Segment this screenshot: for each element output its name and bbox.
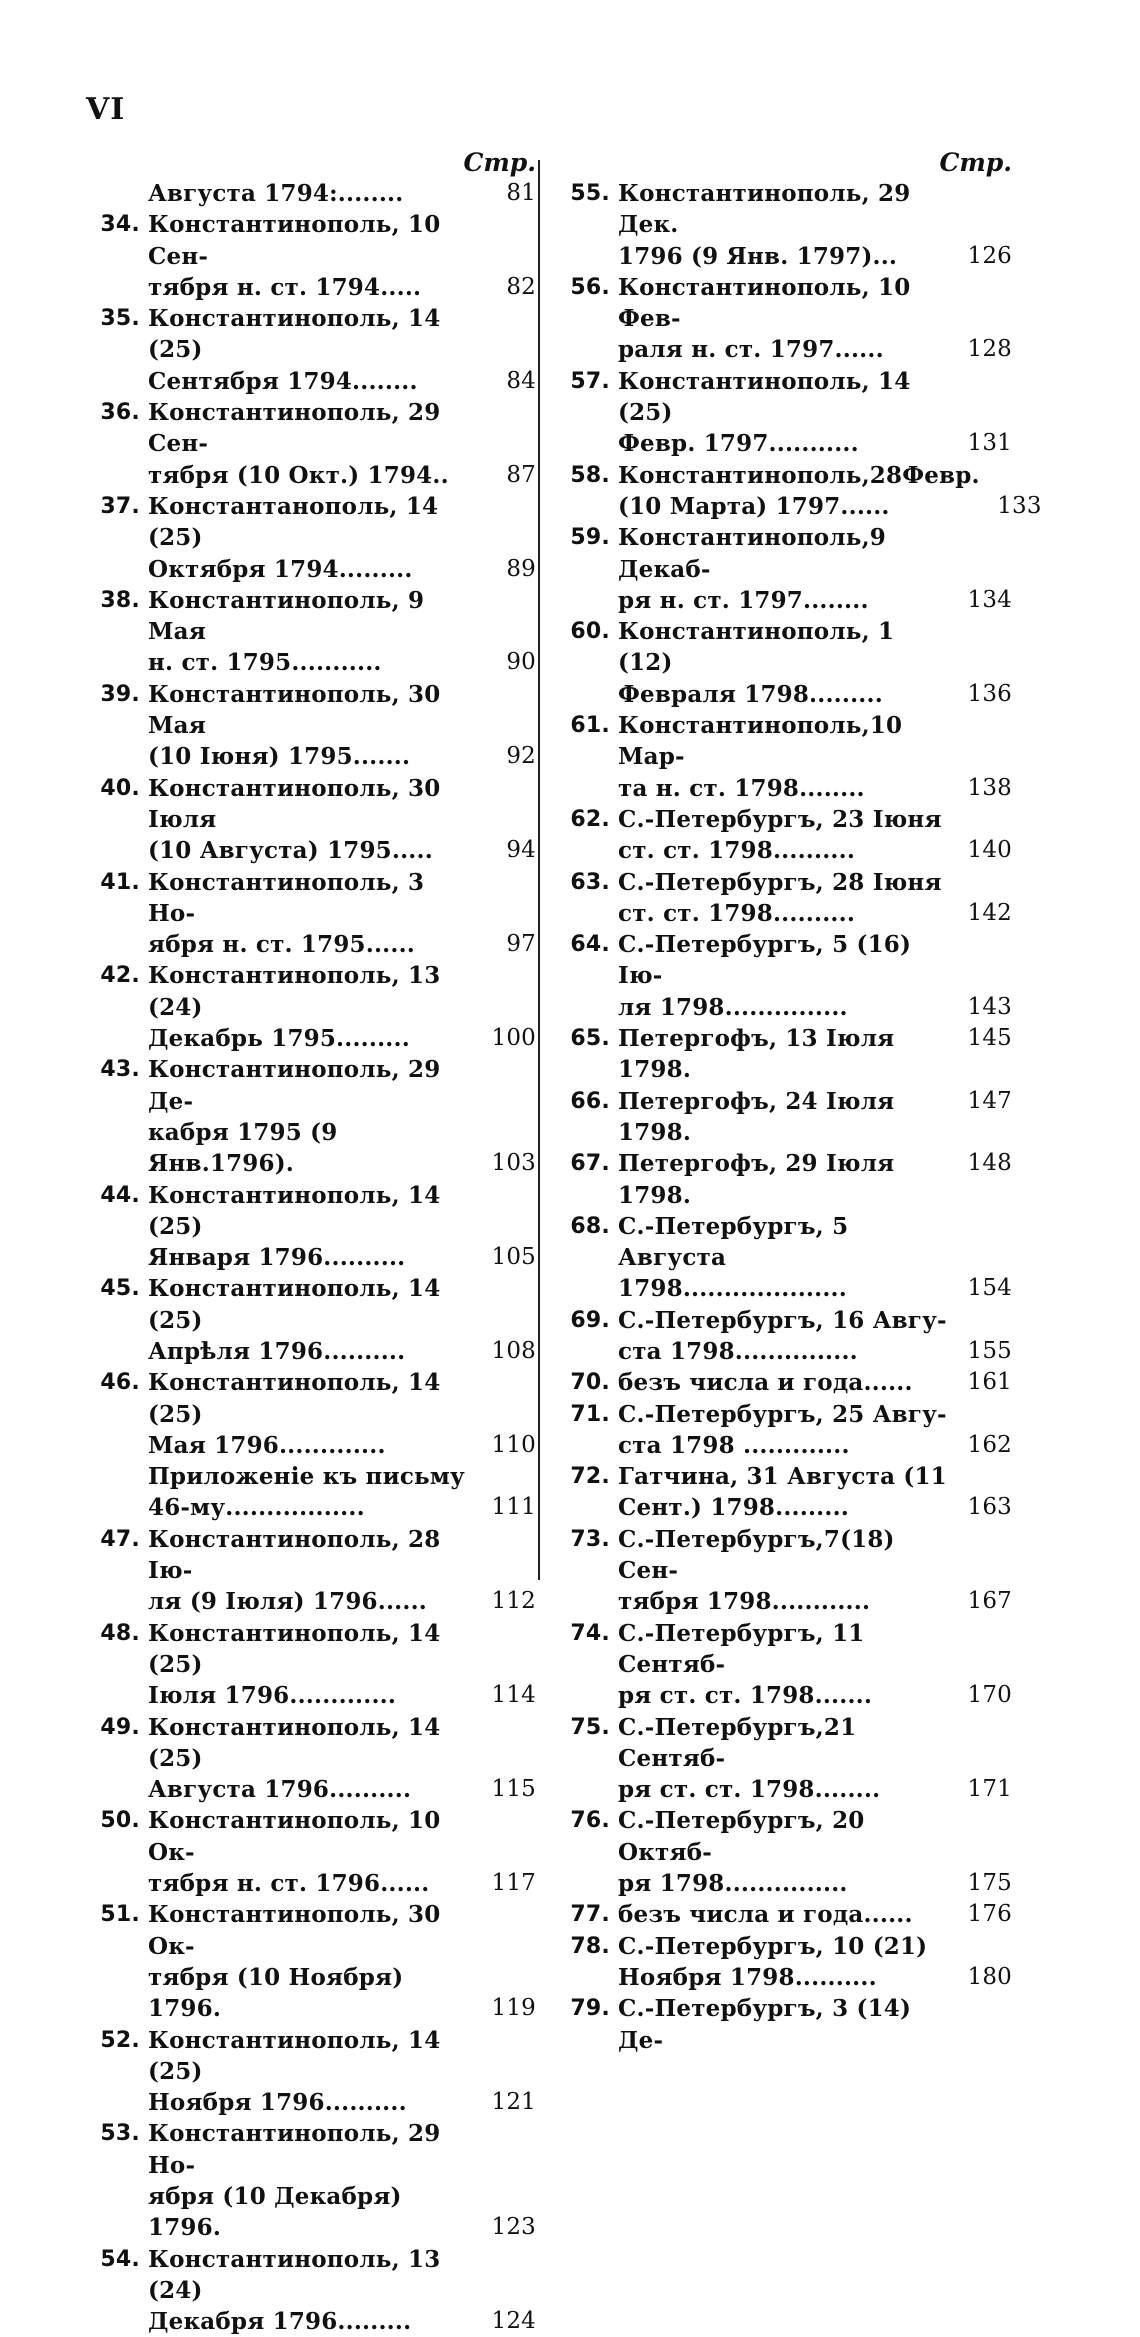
entry-number: 42. [100, 963, 140, 989]
toc-entry [86, 1273, 536, 1367]
entry-page-number: 136 [967, 680, 1012, 707]
entry-number: 68. [570, 1213, 610, 1239]
entry-number: 76. [570, 1808, 610, 1834]
entry-title: Константинополь, 1 (12) Февраля 1798......... [618, 618, 895, 708]
entry-page-number: 81 [506, 180, 536, 206]
entry-title: С.-Петербургъ, 10 (21) Ноября 1798.......... [618, 1932, 928, 1991]
toc-entry [86, 1180, 536, 1274]
toc-entry [552, 1899, 1012, 1930]
entry-title: Константинополь,9 Декаб- ря н. ст. 1797........ [618, 524, 886, 614]
entry-number: 39. [100, 681, 140, 707]
toc-entry [552, 1305, 1012, 1368]
toc-entry [86, 867, 536, 961]
entry-title: Константинополь, 13 (24) Декабрь 1795......... [148, 962, 441, 1053]
entry-title: Константинополь, 29 Де- кабря 1795 (9 Янв.1796). [148, 1056, 441, 1178]
entry-title: Августа 1794:........ [148, 180, 404, 207]
entry-title: Константинополь, 14 (25) Января 1796.......... [148, 1181, 441, 1272]
entry-number: 73. [570, 1526, 610, 1552]
entry-number: 35. [100, 306, 140, 332]
entry-number: 52. [100, 2027, 140, 2053]
toc-entry [552, 1023, 1012, 1086]
entry-page-number: 155 [967, 1337, 1012, 1364]
entry-title: С.-Петербургъ,21 Сентяб- ря ст. ст. 1798........ [618, 1713, 881, 1804]
entry-page-number: 163 [967, 1494, 1012, 1521]
entry-title: Константинополь, 14 (25) Іюля 1796............. [148, 1619, 441, 1710]
toc-entry [86, 2118, 536, 2243]
entry-number: 47. [100, 1526, 140, 1552]
toc-entry [86, 1524, 536, 1618]
entry-page-number: 82 [506, 273, 536, 300]
entry-page-number: 154 [967, 1275, 1012, 1302]
right-column [552, 148, 1042, 2054]
entry-page-number: 105 [491, 1244, 536, 1271]
toc-entry [86, 397, 536, 491]
entry-number: 64. [570, 932, 610, 958]
entry-title: Константинополь, 14 (25) Апрѣля 1796.......... [148, 1275, 441, 1365]
entry-page-number: 121 [491, 2089, 536, 2116]
toc-entry [86, 679, 536, 773]
toc-entry [552, 929, 1012, 1023]
entry-number: 56. [570, 274, 610, 300]
entry-page-number: 100 [491, 1025, 536, 1052]
entry-page-number: 97 [506, 931, 536, 958]
toc-entry [552, 178, 1012, 272]
entry-number: 38. [100, 587, 140, 613]
toc-entry [552, 1993, 1012, 2056]
toc-entry [86, 1461, 536, 1524]
entry-number: 60. [570, 619, 610, 645]
entry-number: 69. [570, 1307, 610, 1333]
entry-title: С.-Петербургъ, 11 Сентяб- ря ст. ст. 1798....... [618, 1619, 873, 1710]
entry-number: 78. [570, 1933, 610, 1959]
toc-entry [86, 585, 536, 679]
toc-entry [552, 460, 1042, 523]
entry-page-number: 89 [506, 555, 536, 582]
entry-page-number: 94 [506, 837, 536, 864]
entry-title: Константанополь, 14 (25) Октября 1794......... [148, 492, 439, 583]
entry-number: 55. [570, 181, 610, 206]
entry-title: Константинополь, 14 (25) Августа 1796.......... [148, 1713, 441, 1804]
entry-title: С.-Петербургъ, 20 Октяб- ря 1798............... [618, 1807, 865, 1898]
entry-page-number: 145 [967, 1025, 1012, 1052]
toc-entry [86, 491, 536, 585]
entry-number: 71. [570, 1401, 610, 1427]
entry-number: 46. [100, 1370, 140, 1396]
entry-page-number: 143 [967, 993, 1012, 1020]
entry-number: 65. [570, 1026, 610, 1052]
entry-page-number: 180 [967, 1963, 1012, 1990]
entry-page-number: 115 [491, 1776, 536, 1803]
entry-title: Константинополь, 14 (25) Февр. 1797........... [618, 367, 911, 458]
entry-number: 67. [570, 1151, 610, 1177]
toc-entry [552, 366, 1012, 460]
entry-title: С.-Петербургъ, 16 Авгу- ста 1798............... [618, 1306, 947, 1365]
toc-entry [552, 710, 1012, 804]
entry-page-number: 161 [967, 1369, 1012, 1396]
toc-entry [552, 522, 1012, 616]
entry-title: С.-Петербургъ, 23 Іюня ст. ст. 1798.......... [618, 805, 942, 865]
entry-page-number: 162 [967, 1431, 1012, 1458]
entry-title: С.-Петербургъ, 28 Іюня ст. ст. 1798.......... [618, 868, 942, 927]
page-column-label: Стр. [463, 148, 536, 177]
entry-number: 50. [100, 1808, 140, 1834]
entry-page-number: 133 [997, 492, 1042, 519]
entry-number: 45. [100, 1276, 140, 1302]
entry-page-number: 134 [967, 586, 1012, 613]
entry-title: Петергофъ, 29 Іюля 1798. [618, 1150, 895, 1209]
entry-title: Константинополь, 30 Іюля (10 Августа) 1795..... [148, 774, 441, 865]
entry-number: 75. [570, 1714, 610, 1740]
entry-number: 34. [100, 212, 140, 238]
toc-entry [86, 773, 536, 867]
toc-entry [86, 2244, 536, 2337]
entry-title: безъ числа и года...... [618, 1369, 913, 1397]
entry-page-number: 148 [967, 1150, 1012, 1177]
toc-entry [552, 1211, 1012, 1305]
toc-entry [552, 1086, 1012, 1149]
toc-entry [86, 209, 536, 303]
toc-entry [552, 1618, 1012, 1712]
entry-list [86, 178, 536, 2337]
entry-number: 61. [570, 713, 610, 739]
entry-number: 54. [100, 2246, 140, 2272]
toc-entry [86, 1054, 536, 1179]
toc-entry [86, 1712, 536, 1806]
entry-page-number: 131 [967, 430, 1012, 457]
page-number: VI [86, 92, 126, 127]
entry-title: Приложеніе къ письму 46-му................. [148, 1463, 465, 1522]
entry-list [552, 178, 1042, 2056]
entry-page-number: 170 [967, 1682, 1012, 1709]
entry-page-number: 92 [506, 743, 536, 770]
toc-entry [552, 1805, 1012, 1899]
entry-page-number: 87 [506, 461, 536, 488]
entry-title: С.-Петербургъ,7(18) Сен- тября 1798............ [618, 1525, 895, 1616]
entry-title: Константинополь, 10 Ок- тября н. ст. 1796...... [148, 1807, 441, 1898]
entry-number: 57. [570, 368, 610, 394]
toc-entry [552, 804, 1012, 867]
entry-number: 66. [570, 1088, 610, 1114]
entry-page-number: 108 [491, 1337, 536, 1364]
entry-title: Константинополь, 3 Но- ября н. ст. 1795...... [148, 868, 425, 959]
toc-entry [86, 1367, 536, 1461]
entry-title: Константинополь, 29 Сен- тября (10 Окт.) 1794.. [148, 399, 449, 489]
entry-title: безъ числа и года...... [618, 1901, 913, 1929]
entry-title: Константинополь, 9 Мая н. ст. 1795........... [148, 586, 425, 677]
entry-page-number: 110 [491, 1431, 536, 1458]
entry-page-number: 84 [506, 367, 536, 394]
entry-number: 51. [100, 1902, 140, 1928]
toc-entry [86, 303, 536, 397]
entry-number: 48. [100, 1620, 140, 1646]
entry-title: Константинополь, 10 Сен- тября н. ст. 1794..... [148, 211, 441, 301]
toc-entry [552, 1148, 1012, 1211]
entry-title: Петергофъ, 13 Іюля 1798. [618, 1025, 895, 1084]
entry-number: 44. [100, 1182, 140, 1208]
column-header [86, 148, 536, 178]
entry-title: Константинополь, 30 Мая (10 Іюня) 1795....... [148, 680, 441, 771]
toc-entry [86, 1805, 536, 1899]
entry-title: С.-Петербургъ, 3 (14) Де- [618, 1995, 912, 2054]
toc-entry [86, 178, 536, 209]
entry-page-number: 123 [491, 2214, 536, 2241]
entry-number: 74. [570, 1620, 610, 1646]
column-header [552, 148, 1012, 178]
left-column [86, 148, 536, 2336]
entry-page-number: 112 [491, 1588, 536, 1615]
toc-entry [86, 1618, 536, 1712]
entry-title: С.-Петербургъ, 25 Авгу- ста 1798 ............. [618, 1400, 947, 1459]
toc-entry [552, 272, 1012, 366]
entry-number: 59. [570, 525, 610, 551]
entry-page-number: 117 [491, 1870, 536, 1897]
entry-page-number: 111 [491, 1494, 536, 1521]
entry-title: Гатчина, 31 Августа (11 Сент.) 1798......... [618, 1463, 947, 1522]
entry-title: Константинополь, 30 Ок- тября (10 Ноября) 1796. [148, 1901, 441, 2023]
entry-page-number: 126 [967, 242, 1012, 269]
entry-page-number: 119 [491, 1995, 536, 2022]
entry-page-number: 124 [491, 2308, 536, 2335]
entry-title: Константинополь, 29 Но- ября (10 Декабря) 1796. [148, 2120, 441, 2242]
toc-entry [552, 1524, 1012, 1618]
entry-number: 77. [570, 1902, 610, 1928]
entry-number: 63. [570, 869, 610, 895]
entry-title: Константинополь, 14 (25) Мая 1796............. [148, 1369, 441, 1459]
entry-title: Константинополь, 14 (25) Ноября 1796.......... [148, 2026, 441, 2117]
entry-number: 49. [100, 1714, 140, 1740]
entry-page-number: 114 [491, 1682, 536, 1709]
toc-entry [552, 1931, 1012, 1994]
entry-number: 41. [100, 869, 140, 895]
toc-entry [552, 616, 1012, 710]
entry-page-number: 171 [967, 1776, 1012, 1803]
toc-entry [86, 1899, 536, 2024]
entry-page-number: 140 [967, 837, 1012, 864]
entry-page-number: 167 [967, 1588, 1012, 1615]
entry-title: Константинополь,10 Мар- та н. ст. 1798........ [618, 712, 903, 802]
toc-entry [86, 2025, 536, 2119]
toc-entry [552, 867, 1012, 930]
entry-title: Петергофъ, 24 Іюля 1798. [618, 1087, 895, 1146]
entry-page-number: 128 [967, 336, 1012, 363]
entry-page-number: 176 [967, 1901, 1012, 1928]
entry-page-number: 142 [967, 899, 1012, 926]
toc-entry [552, 1399, 1012, 1462]
page-column-label: Стр. [939, 148, 1012, 177]
entry-number: 58. [570, 462, 610, 488]
entry-page-number: 147 [967, 1087, 1012, 1114]
entry-number: 72. [570, 1464, 610, 1490]
column-divider [538, 160, 540, 1580]
entry-number: 62. [570, 806, 610, 832]
entry-title: Константинополь, 13 (24) Декабря 1796......... [148, 2245, 441, 2336]
entry-number: 37. [100, 493, 140, 519]
entry-title: Константинополь,28Февр. (10 Марта) 1797...... [618, 461, 980, 520]
entry-page-number: 138 [967, 774, 1012, 801]
entry-title: С.-Петербургъ, 5 (16) Ію- ля 1798............... [618, 931, 912, 1021]
entry-number: 36. [100, 400, 140, 426]
toc-entry [552, 1712, 1012, 1806]
entry-title: С.-Петербургъ, 5 Августа 1798.................... [618, 1212, 849, 1303]
entry-number: 70. [570, 1370, 610, 1396]
toc-entry [552, 1461, 1012, 1524]
entry-title: Константинополь, 29 Дек. 1796 (9 Янв. 1797)... [618, 180, 911, 270]
entry-title: Константинополь, 14 (25) Сентября 1794........ [148, 305, 441, 395]
entry-title: Константинополь, 28 Ію- ля (9 Іюля) 1796...... [148, 1525, 441, 1616]
entry-page-number: 103 [491, 1150, 536, 1177]
entry-number: 40. [100, 775, 140, 801]
entry-number: 43. [100, 1057, 140, 1083]
entry-number: 53. [100, 2121, 140, 2147]
entry-number: 79. [570, 1996, 610, 2022]
entry-title: Константинополь, 10 Фев- раля н. ст. 1797...... [618, 273, 911, 364]
toc-entry [86, 960, 536, 1054]
toc-entry [552, 1367, 1012, 1398]
entry-page-number: 90 [506, 649, 536, 676]
entry-page-number: 175 [967, 1870, 1012, 1897]
